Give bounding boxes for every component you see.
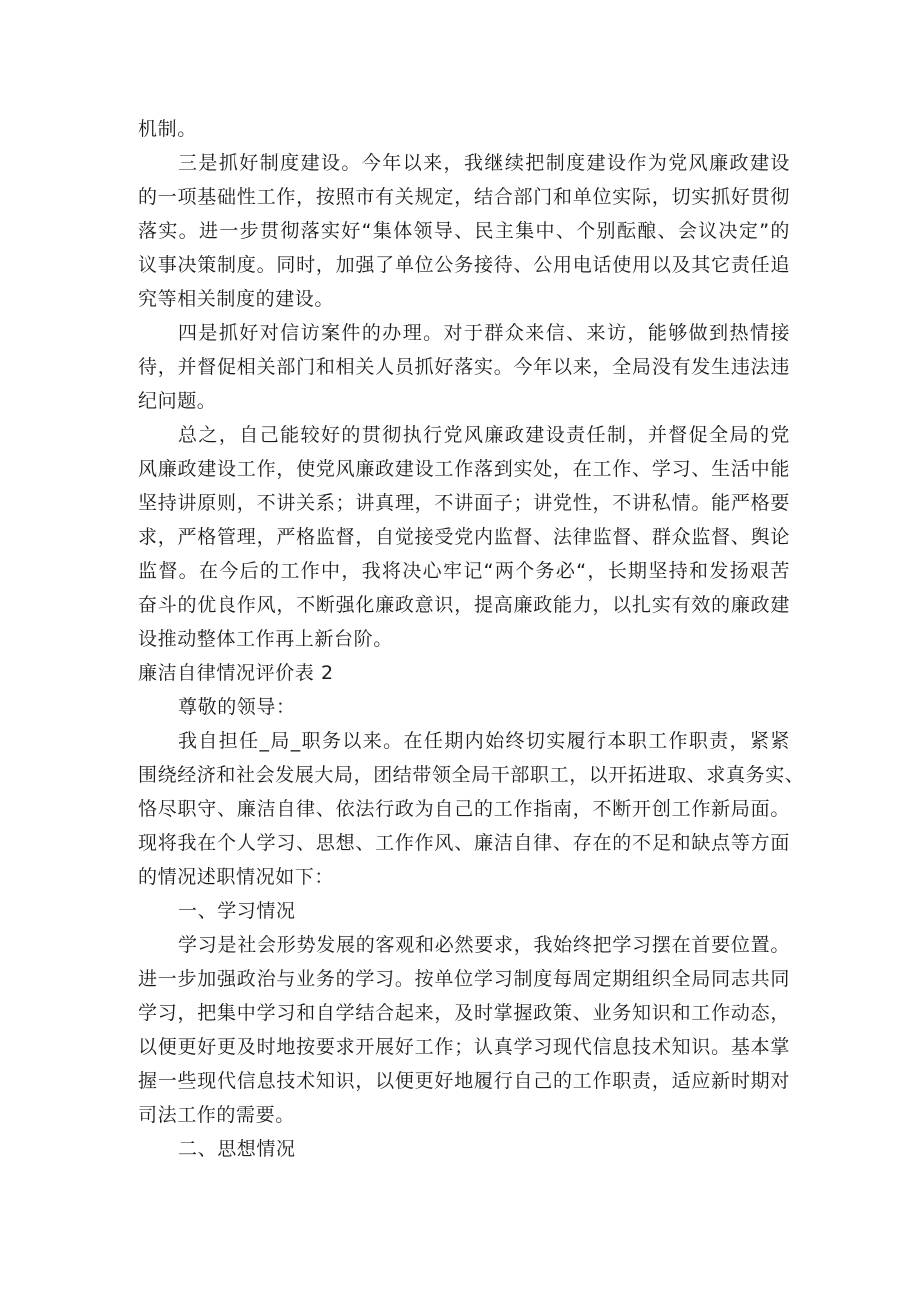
- text-line: 司法工作的需要。: [138, 1104, 295, 1126]
- text-line: 纪问题。: [138, 390, 217, 412]
- section-title: 廉洁自律情况评价表 2: [138, 662, 334, 684]
- text-line: 求，严格管理，严格监督，自觉接受党内监督、法律监督、群众监督、舆论: [138, 526, 790, 548]
- text-line: 的情况述职情况如下：: [138, 866, 335, 888]
- text-line: 落实。进一步贯彻落实好“集体领导、民主集中、个别酝酿、会议决定”的: [138, 220, 790, 242]
- text-line: 现将我在个人学习、思想、工作作风、廉洁自律、存在的不足和缺点等方面: [138, 832, 790, 854]
- text-line: 学习，把集中学习和自学结合起来，及时掌握政策、业务知识和工作动态，: [138, 1002, 790, 1024]
- text-line: 风廉政建设工作，使党风廉政建设工作落到实处，在工作、学习、生活中能: [138, 458, 790, 480]
- text-line: 学习是社会形势发展的客观和必然要求，我始终把学习摆在首要位置。: [178, 934, 790, 956]
- subheading: 二、思想情况: [178, 1138, 296, 1160]
- text-line: 恪尽职守、廉洁自律、依法行政为自己的工作指南，不断开创工作新局面。: [138, 798, 790, 820]
- salutation: 尊敬的领导：: [178, 696, 296, 718]
- text-line: 奋斗的优良作风，不断强化廉政意识，提高廉政能力，以扎实有效的廉政建: [138, 594, 790, 616]
- text-line: 四是抓好对信访案件的办理。对于群众来信、来访，能够做到热情接: [178, 322, 790, 344]
- text-line: 的一项基础性工作，按照市有关规定，结合部门和单位实际，切实抓好贯彻: [138, 186, 790, 208]
- text-line: 坚持讲原则，不讲关系；讲真理，不讲面子；讲党性，不讲私情。能严格要: [138, 492, 790, 514]
- text-line: 设推动整体工作再上新台阶。: [138, 628, 393, 650]
- text-line: 总之，自己能较好的贯彻执行党风廉政建设责任制，并督促全局的党: [178, 424, 790, 446]
- text-line: 三是抓好制度建设。今年以来，我继续把制度建设作为党风廉政建设: [178, 152, 790, 174]
- text-line: 围绕经济和社会发展大局，团结带领全局干部职工，以开拓进取、求真务实、: [138, 764, 805, 786]
- text-line: 监督。在今后的工作中，我将决心牢记“两个务必“，长期坚持和发扬艰苦: [138, 560, 790, 582]
- text-line: 进一步加强政治与业务的学习。按单位学习制度每周定期组织全局同志共同: [138, 968, 790, 990]
- text-line: 待，并督促相关部门和相关人员抓好落实。今年以来，全局没有发生违法违: [138, 356, 790, 378]
- text-line: 机制。: [138, 118, 197, 140]
- text-line: 握一些现代信息技术知识，以便更好地履行自己的工作职责，适应新时期对: [138, 1070, 790, 1092]
- text-line: 以便更好更及时地按要求开展好工作；认真学习现代信息技术知识。基本掌: [138, 1036, 790, 1058]
- text-line: 究等相关制度的建设。: [138, 288, 335, 310]
- subheading: 一、学习情况: [178, 900, 296, 922]
- text-line: 我自担任_局_职务以来。在任期内始终切实履行本职工作职责，紧紧: [178, 730, 790, 752]
- text-line: 议事决策制度。同时，加强了单位公务接待、公用电话使用以及其它责任追: [138, 254, 790, 276]
